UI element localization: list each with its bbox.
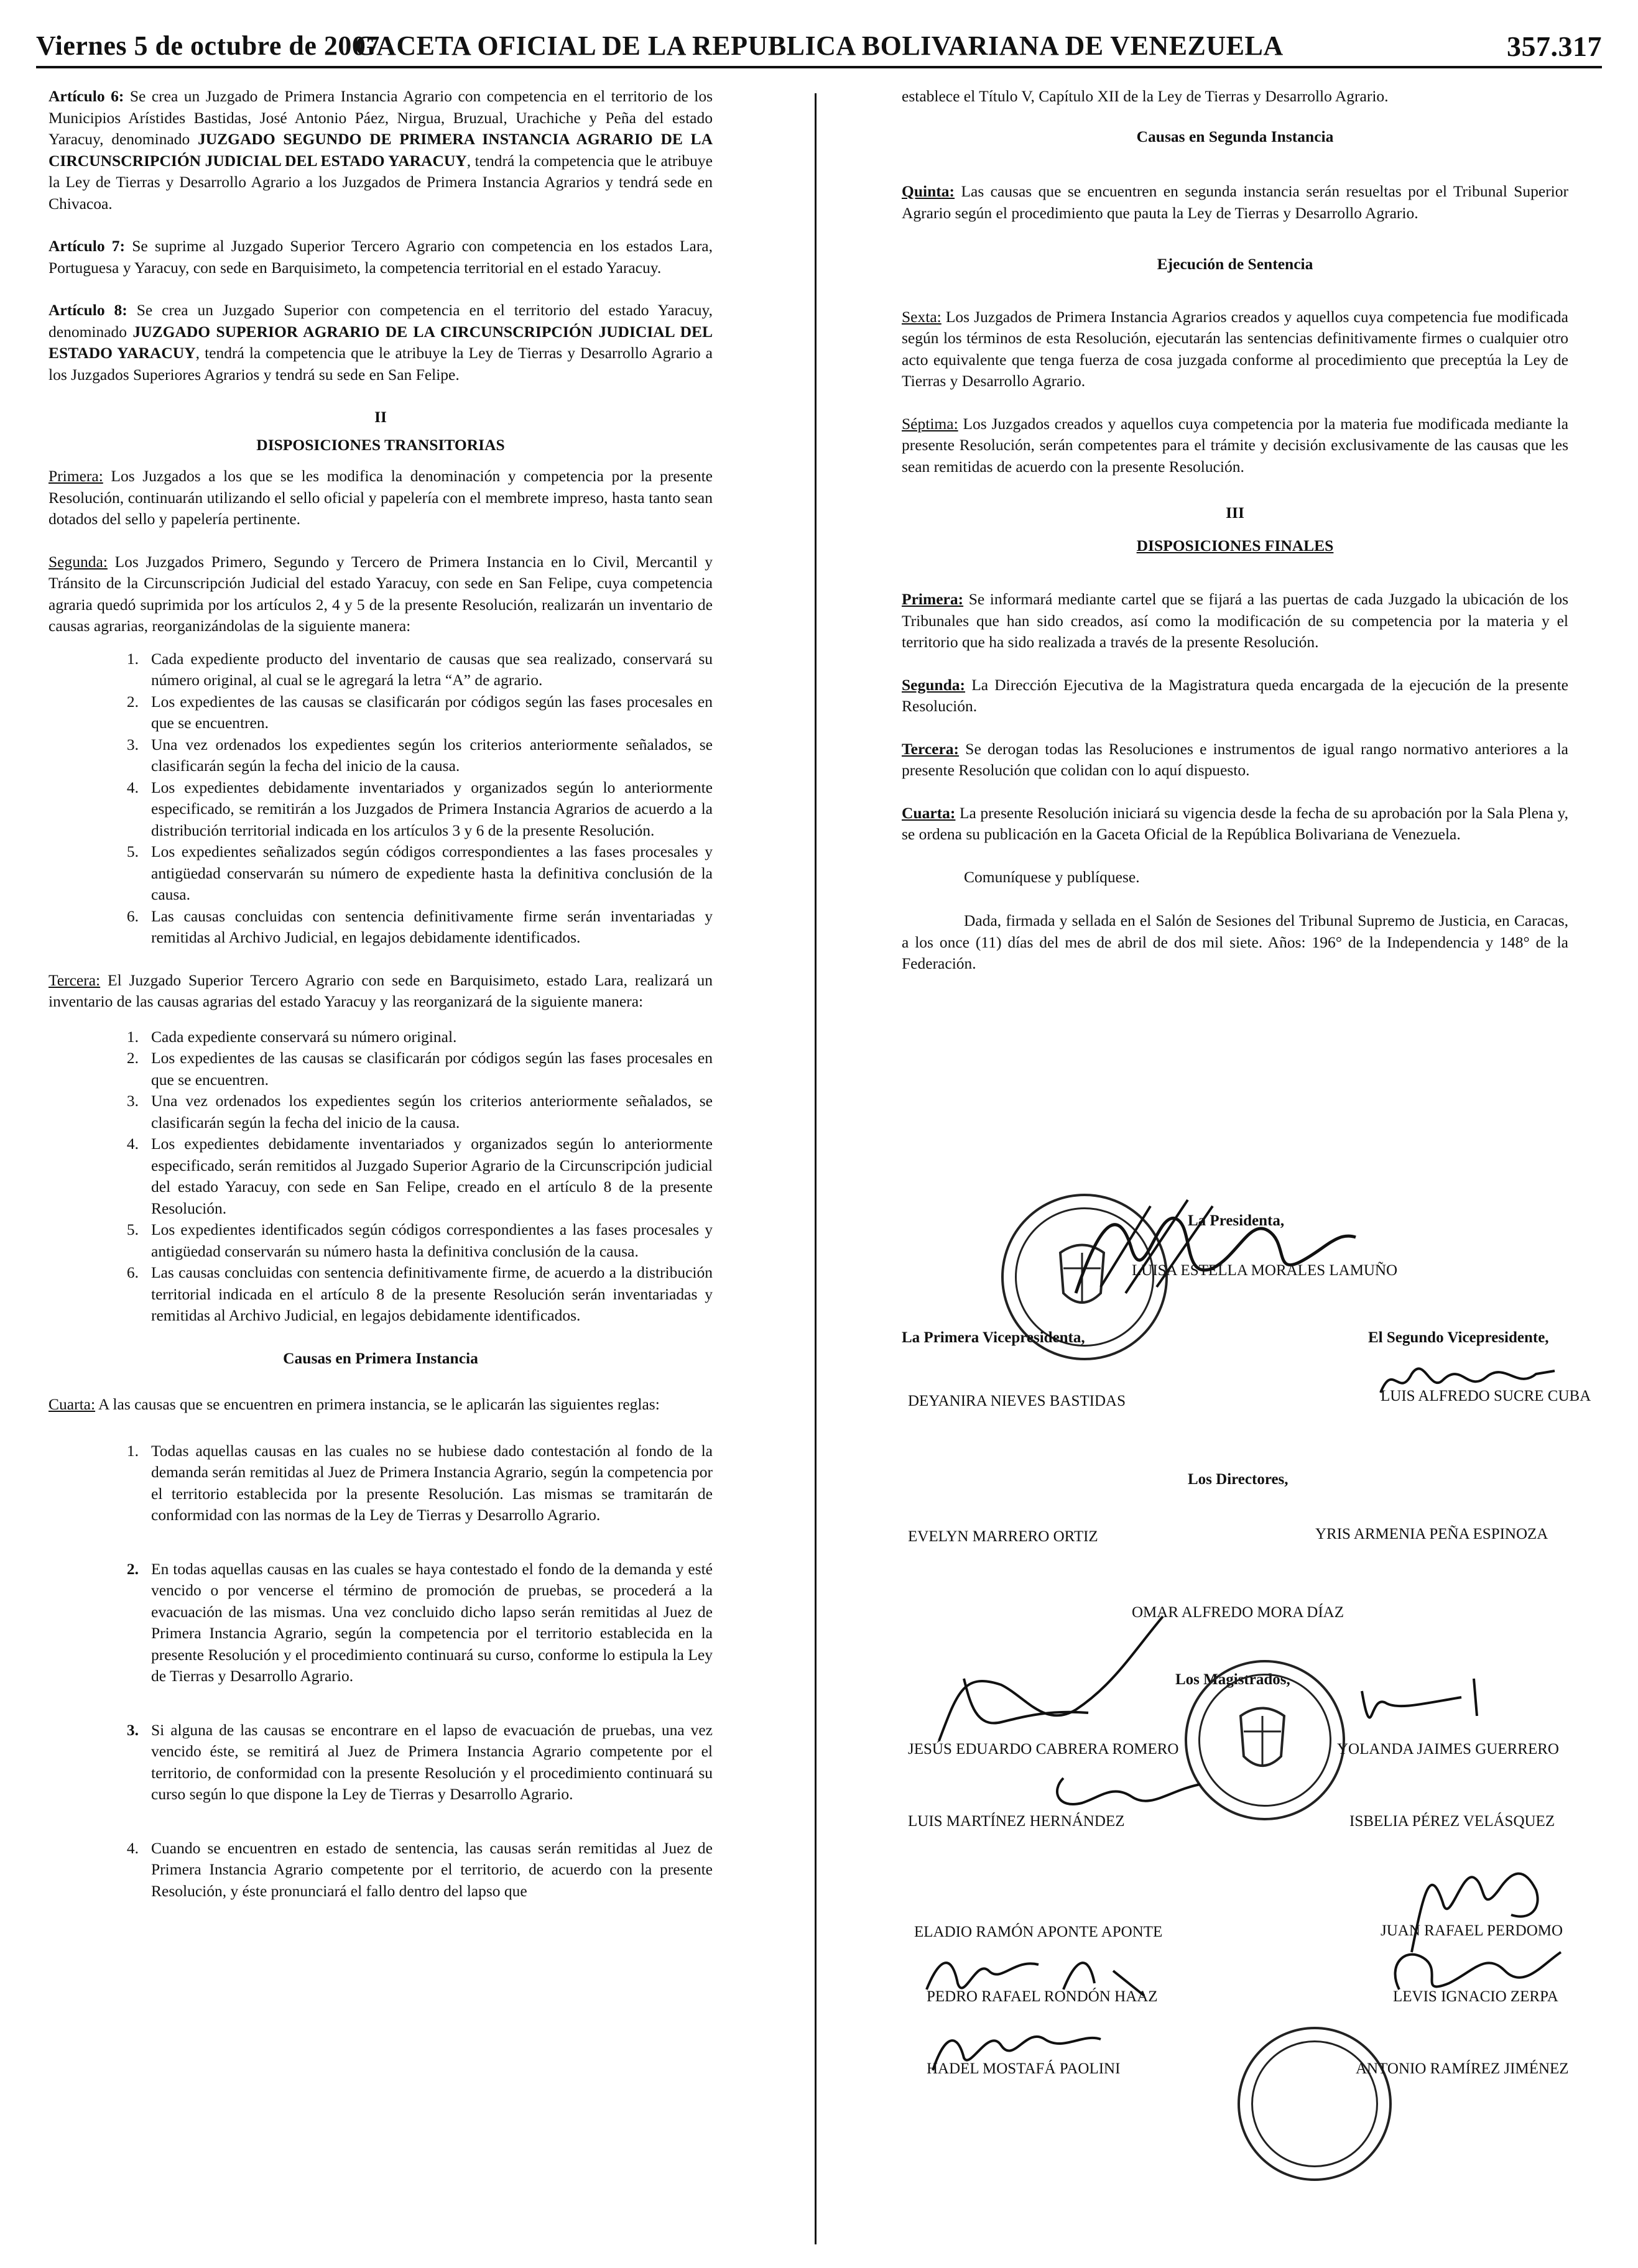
gazette-header xyxy=(36,25,1602,65)
article-7-label: Artículo 7: xyxy=(49,237,126,255)
final-cuarta-label: Cuarta: xyxy=(902,803,956,822)
list-item xyxy=(108,841,713,906)
segundo-vicepresidente-name: LUIS ALFREDO SUCRE CUBA xyxy=(1381,1388,1591,1404)
transitoria-sexta-text: Los Juzgados de Primera Instancia Agrarios creados y aquellos cuya competencia fue modificada según los términos de esta Resolución, ejecutarán las sentencias definitivamente firmes o cualquier otro acto equivalente que tenga fuerza de cosa juzgada conforme al procedimiento que preceptúa la Ley de Tierras y Desarrollo Agrario. xyxy=(902,307,1568,390)
item-text: Cada expediente producto del inventario de causas que sea realizado, conservará su número original, al cual se le agregará la letra “A” de agrario. xyxy=(151,649,713,689)
cuarta-rules-list xyxy=(108,1441,713,1902)
list-item xyxy=(108,691,713,734)
causas-primera-instancia-heading: Causas en Primera Instancia xyxy=(283,1348,478,1367)
item-text: Los expedientes debidamente inventariados y organizados según lo anteriormente especificado, serán remitidos al Juzgado Superior Agrario de la Circunscripción judicial del estado Yaracuy, con sede en San Felipe, creado en el artículo 8 de la presente Resolución. xyxy=(151,1135,713,1217)
list-item xyxy=(108,1219,713,1262)
signature-block xyxy=(902,1169,1591,2244)
primera-vicepresidenta-title: La Primera Vicepresidenta, xyxy=(902,1329,1085,1346)
item-number: 3. xyxy=(126,1092,139,1110)
item-number: 2. xyxy=(126,692,139,711)
article-7 xyxy=(49,236,713,279)
final-segunda-text: La Dirección Ejecutiva de la Magistratura queda encargada de la ejecución de la presente Resolución. xyxy=(902,675,1568,715)
transitoria-septima-text: Los Juzgados creados y aquellos cuya competencia por la materia fue modificada mediante la presente Resolución, serán competentes para el trámite y decisión exclusivamente de las causas que les sean remitidas de acuerdo con la presente Resolución. xyxy=(902,414,1569,476)
transitoria-segunda xyxy=(49,551,713,637)
final-tercera-text: Se derogan todas las Resoluciones e instrumentos de igual rango normativo anteriores a la presente Resolución que colidan con lo aquí dispuesto. xyxy=(902,739,1568,779)
list-item xyxy=(108,1026,713,1048)
magistrado-perdomo: JUAN RAFAEL PERDOMO xyxy=(1381,1922,1563,1939)
final-primera xyxy=(902,589,1568,653)
presidenta-title: La Presidenta, xyxy=(1188,1212,1285,1229)
item-text: Los expedientes identificados según códigos correspondientes a las fases procesales y antigüedad conservarán su número hasta la definitiva conclusión de la causa. xyxy=(151,1220,713,1260)
presidenta-signature-icon xyxy=(1063,1194,1362,1306)
article-8-text: Se crea un Juzgado Superior con competencia en el territorio del estado Yaracuy, denominado xyxy=(49,301,713,341)
article-6-court: JUZGADO SEGUNDO DE PRIMERA INSTANCIA AGRARIO DE LA CIRCUNSCRIPCIÓN JUDICIAL DEL ESTADO YARACUY xyxy=(49,130,713,170)
causas-segunda-instancia-heading: Causas en Segunda Instancia xyxy=(1136,127,1334,145)
dada-text: Dada, firmada y sellada en el Salón de Sesiones del Tribunal Supremo de Justicia, en Caracas, a los once (11) días del mes de abril de dos mil siete. Años: 196° de la Independencia y 148° de la Federación. xyxy=(902,911,1568,972)
magistrada-jaimes: YOLANDA JAIMES GUERRERO xyxy=(1337,1741,1559,1758)
directores-title: Los Directores, xyxy=(1188,1471,1289,1488)
item-number: 5. xyxy=(126,842,139,860)
column-divider xyxy=(815,93,817,2244)
list-item xyxy=(108,1441,713,1526)
final-segunda-label: Segunda: xyxy=(902,675,966,694)
magistrado-mostafa: HADEL MOSTAFÁ PAOLINI xyxy=(927,2060,1121,2077)
magistrada-perez: ISBELIA PÉREZ VELÁSQUEZ xyxy=(1349,1813,1555,1830)
ejecucion-sentencia-heading: Ejecución de Sentencia xyxy=(1157,255,1313,273)
final-primera-text: Se informará mediante cartel que se fijará a las puertas de cada Juzgado la ubicación de los Tribunales que han sido creados, así como la modificación de su competencia por la materia y el territorio que ha sido realizada a través de la presente Resolución. xyxy=(902,590,1569,651)
item-number: 6. xyxy=(126,1263,139,1281)
final-tercera-label: Tercera: xyxy=(902,739,960,758)
final-primera-label: Primera: xyxy=(902,590,964,608)
list-item xyxy=(108,1262,713,1327)
transitoria-segunda-label: Segunda: xyxy=(49,552,108,571)
article-6 xyxy=(49,86,713,214)
magistrado-martinez: LUIS MARTÍNEZ HERNÁNDEZ xyxy=(908,1813,1125,1830)
magistrado-zerpa: LEVIS IGNACIO ZERPA xyxy=(1393,1988,1558,2005)
final-cuarta xyxy=(902,803,1568,846)
item-text: Los expedientes debidamente inventariados y organizados según lo anteriormente especificado, se remitirán a los Juzgados de Primera Instancia Agrarios de acuerdo a la distribución territorial indicada en los artículos 3 y 6 de la presente Resolución. xyxy=(151,778,713,839)
transitoria-septima xyxy=(902,413,1568,478)
gazette-title: GACETA OFICIAL DE LA REPUBLICA BOLIVARIANA DE VENEZUELA xyxy=(354,30,1284,61)
list-item xyxy=(108,777,713,842)
article-6-text: Se crea un Juzgado de Primera Instancia Agrario con competencia en el territorio de los Municipios Arístides Bastidas, José Antonio Páez, Nirgua, Bruzual, Urachiche y Peña del estado Yaracuy, denominado xyxy=(49,87,713,148)
transitoria-quinta-text: Las causas que se encuentren en segunda instancia serán resueltas por el Tribunal Superior Agrario según el procedimiento que pauta la Ley de Tierras y Desarrollo Agrario. xyxy=(902,182,1569,222)
primera-vicepresidenta-name: DEYANIRA NIEVES BASTIDAS xyxy=(908,1393,1126,1409)
list-item xyxy=(108,1559,713,1687)
item-number: 4. xyxy=(126,1135,139,1153)
martinez-signature-icon xyxy=(1045,1766,1206,1815)
item-number: 1. xyxy=(126,649,139,668)
transitoria-segunda-text: Los Juzgados Primero, Segundo y Tercero de Primera Instancia en lo Civil, Mercantil y Tránsito de la Circunscripción Judicial del estado Yaracuy, con sede en San Felipe, cuya competencia agraria quedó suprimida por los artículos 2, 4 y 5 de la presente Resolución, realizarán un inventario de causas agrarias, reorganizándolas de la siguiente manera: xyxy=(49,552,713,635)
tercera-list xyxy=(108,1026,713,1327)
item-number: 3. xyxy=(126,735,139,754)
item-text: Una vez ordenados los expedientes según los criterios anteriormente señalados, se clasificarán según la fecha del inicio de la causa. xyxy=(151,735,713,775)
item-text: Las causas concluidas con sentencia definitivamente firme, de acuerdo a la distribución territorial indicada en el artículo 8 de la presente Resolución serán inventariadas y remitidas al Archivo Judicial, en legajos debidamente identificados. xyxy=(151,1263,713,1324)
article-8-court: JUZGADO SUPERIOR AGRARIO DE LA CIRCUNSCRIPCIÓN JUDICIAL DEL ESTADO YARACUY xyxy=(49,322,713,362)
director-marrero: EVELYN MARRERO ORTIZ xyxy=(908,1528,1098,1545)
transitoria-primera-label: Primera: xyxy=(49,467,103,485)
section-3-title: DISPOSICIONES FINALES xyxy=(1136,536,1334,555)
transitoria-primera xyxy=(49,466,713,530)
transitoria-tercera xyxy=(49,970,713,1013)
article-6-label: Artículo 6: xyxy=(49,87,124,105)
section-2-number: II xyxy=(374,408,387,426)
article-8-label: Artículo 8: xyxy=(49,301,127,319)
transitoria-cuarta-text: A las causas que se encuentren en primera instancia, se le aplicarán las siguientes reglas: xyxy=(98,1395,660,1413)
left-column xyxy=(49,86,713,1923)
item-text: Todas aquellas causas en las cuales no se hubiese dado contestación al fondo de la demanda serán remitidas al Juez de Primera Instancia Agrario, según la competencia por el territorio establecida por la presente Resolución. Las mismas se tramitarán de conformidad con las normas de la Ley de Tierras y Desarrollo Agrario. xyxy=(151,1441,713,1524)
item-text: Una vez ordenados los expedientes según los criterios anteriormente señalados, se clasificarán según la fecha del inicio de la causa. xyxy=(151,1092,713,1132)
presidenta-name: LUISA ESTELLA MORALES LAMUÑO xyxy=(1132,1262,1398,1279)
transitoria-cuarta xyxy=(49,1394,713,1416)
list-item xyxy=(108,1048,713,1090)
item-text: Los expedientes de las causas se clasificarán por códigos según las fases procesales en que se encuentren. xyxy=(151,692,713,732)
director-pena: YRIS ARMENIA PEÑA ESPINOZA xyxy=(1315,1526,1548,1542)
item-text: Cuando se encuentren en estado de sentencia, las causas serán remitidas al Juez de Primera Instancia Agrario competente por el territorio, de acuerdo con la presente Resolución, y éste pronunciará el fallo dentro del lapso que xyxy=(151,1838,713,1900)
issue-date: Viernes 5 de octubre de 2007 xyxy=(36,30,380,61)
tsj-seal-3 xyxy=(1238,2027,1392,2181)
list-item xyxy=(108,1133,713,1219)
item-text: En todas aquellas causas en las cuales se haya contestado el fondo de la demanda y esté vencido o por vencerse el término de promoción de pruebas, se procederá a la evacuación de las mismas. Una vez concluido dicho lapso serán remitidas al Juez de Primera Instancia Agrario, según la competencia por el territorio establecida en la presente Resolución y el procedimiento continuará su curso, conforme lo estipula la Ley de Tierras y Desarrollo Agrario. xyxy=(151,1559,713,1685)
item-number: 1. xyxy=(126,1441,139,1460)
list-item xyxy=(108,648,713,691)
tsj-seal-2 xyxy=(1185,1660,1345,1820)
article-8 xyxy=(49,300,713,385)
magistrado-aponte: ELADIO RAMÓN APONTE APONTE xyxy=(914,1924,1163,1940)
transitoria-sexta xyxy=(902,307,1568,392)
item-text: Los expedientes de las causas se clasificarán por códigos según las fases procesales en que se encuentren. xyxy=(151,1049,713,1089)
item-text: Las causas concluidas con sentencia definitivamente firme serán inventariadas y remitidas al Archivo Judicial, en legajos debidamente identificados. xyxy=(151,906,713,946)
magistrado-cabrera: JESÚS EDUARDO CABRERA ROMERO xyxy=(908,1741,1179,1758)
continuation-text: establece el Título V, Capítulo XII de la Ley de Tierras y Desarrollo Agrario. xyxy=(902,87,1389,105)
item-number: 5. xyxy=(126,1220,139,1238)
item-number: 2. xyxy=(126,1049,139,1067)
item-text: Cada expediente conservará su número original. xyxy=(151,1027,457,1046)
transitoria-tercera-text: El Juzgado Superior Tercero Agrario con sede en Barquisimeto, estado Lara, realizará un inventario de las causas agrarias del estado Yaracuy y las reorganizará de la siguiente manera: xyxy=(49,970,713,1010)
item-number: 4. xyxy=(126,1838,139,1857)
director-mora: OMAR ALFREDO MORA DÍAZ xyxy=(1132,1604,1344,1621)
seal-emblem-icon xyxy=(1185,1660,1340,1815)
transitoria-cuarta-label: Cuarta: xyxy=(49,1395,96,1413)
final-tercera xyxy=(902,739,1568,781)
item-number: 3. xyxy=(126,1720,139,1739)
final-cuarta-text: La presente Resolución iniciará su vigencia desde la fecha de su aprobación por la Sala Plena y, se ordena su publicación en la Gaceta Oficial de la República Bolivariana de Venezuela. xyxy=(902,803,1569,843)
item-text: Si alguna de las causas se encontrare en el lapso de evacuación de pruebas, una vez vencido éste, se remitirá al Juez de Primera Instancia Agrario competente por el territorio, de conformidad con la presente Resolución y el procedimiento continuará su curso según lo que dispone la Ley de Tierras y Desarrollo Agrario. xyxy=(151,1720,713,1803)
segundo-vicepresidente-title: El Segundo Vicepresidente, xyxy=(1368,1329,1549,1346)
list-item xyxy=(108,734,713,777)
transitoria-quinta xyxy=(902,181,1568,224)
item-text: Los expedientes señalizados según códigos correspondientes a las fases procesales y antigüedad conservarán su número de expediente hasta la definitiva conclusión de la causa. xyxy=(151,842,713,903)
section-3-number: III xyxy=(1226,504,1244,522)
magistrados-title: Los Magistrados, xyxy=(1175,1671,1290,1688)
comuniquese-text: Comuníquese y publíquese. xyxy=(964,867,1140,886)
list-item xyxy=(108,1838,713,1902)
list-item xyxy=(108,1720,713,1805)
article-6-text-end: , tendrá la competencia que le atribuye la Ley de Tierras y Desarrollo Agrario a los Juzgados de Primera Instancia Agrarios y tendrá sede en Chivacoa. xyxy=(49,151,713,213)
final-segunda xyxy=(902,675,1568,717)
item-number: 2. xyxy=(126,1559,139,1578)
transitoria-tercera-label: Tercera: xyxy=(49,970,101,989)
segunda-list xyxy=(108,648,713,949)
item-number: 4. xyxy=(126,778,139,796)
transitoria-quinta-label: Quinta: xyxy=(902,182,955,200)
transitoria-septima-label: Séptima: xyxy=(902,414,958,433)
item-number: 6. xyxy=(126,906,139,925)
header-divider xyxy=(36,66,1602,68)
article-7-text: Se suprime al Juzgado Superior Tercero Agrario con competencia en los estados Lara, Portuguesa y Yaracuy, con sede en Barquisimeto, la competencia territorial en el estado Yaracuy. xyxy=(49,237,713,277)
magistrado-ramirez: ANTONIO RAMÍREZ JIMÉNEZ xyxy=(1356,2060,1569,2077)
transitoria-sexta-label: Sexta: xyxy=(902,307,942,326)
list-item xyxy=(108,906,713,949)
list-item xyxy=(108,1090,713,1133)
article-8-text-end: , tendrá la competencia que le atribuye la Ley de Tierras y Desarrollo Agrario a los Juzgados Superiores Agrarios y tendrá su sede en San Felipe. xyxy=(49,344,713,384)
magistrado-rondon: PEDRO RAFAEL RONDÓN HAAZ xyxy=(927,1988,1158,2005)
transitoria-primera-text: Los Juzgados a los que se les modifica la denominación y competencia por la presente Resolución, continuarán utilizando el sello oficial y papelería con el membrete impreso, hasta tanto sean dotados del sello y papelería pertinente. xyxy=(49,467,713,528)
item-number: 1. xyxy=(126,1027,139,1046)
page-number: 357.317 xyxy=(1507,30,1602,62)
right-column xyxy=(902,86,1568,996)
section-2-title: DISPOSICIONES TRANSITORIAS xyxy=(256,435,505,454)
